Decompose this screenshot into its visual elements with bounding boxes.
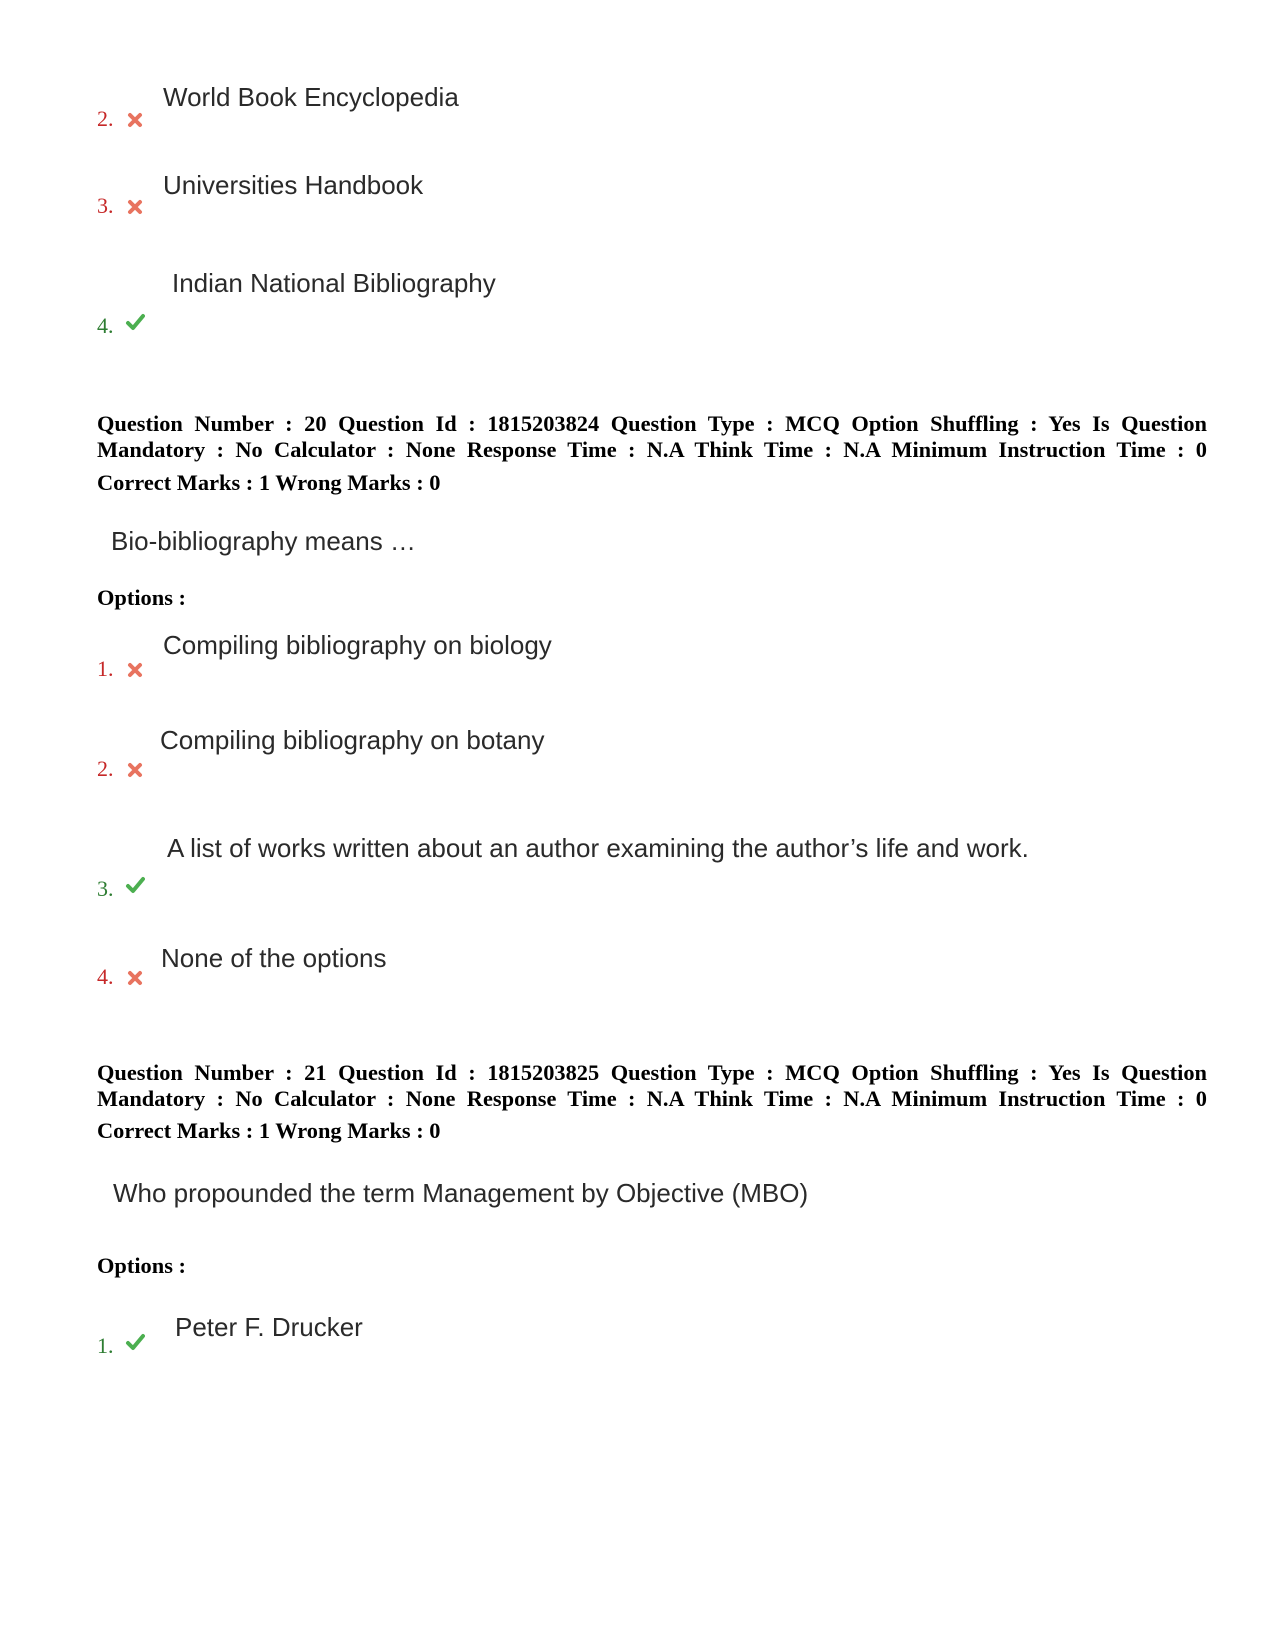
question-text: Who propounded the term Management by Objective (MBO) [113,1178,809,1208]
option-number: 1. [97,656,114,681]
option-text: World Book Encyclopedia [163,82,459,112]
option-text: A list of works written about an author examining the author’s life and work. [167,833,1029,863]
cross-icon [125,660,145,680]
question-meta: Mandatory : No Calculator : None Response Time : N.A Think Time : N.A Minimum Instruction Time : 0 [97,437,1207,462]
option-number: 1. [97,1333,114,1358]
option-item [97,943,1197,1003]
options-label: Options : [97,1253,186,1278]
option-number: 4. [97,313,114,338]
cross-icon [125,760,145,780]
option-item [97,725,1197,785]
question-meta: Question Number : 21 Question Id : 1815203825 Question Type : MCQ Option Shuffling : Yes Is Question [97,1060,1207,1085]
option-item [97,268,1197,338]
question-meta: Question Number : 20 Question Id : 1815203824 Question Type : MCQ Option Shuffling : Yes Is Question [97,411,1207,436]
cross-icon [125,968,145,988]
option-text: Compiling bibliography on biology [163,630,552,660]
option-text: None of the options [161,943,387,973]
option-text: Peter F. Drucker [175,1312,363,1342]
cross-icon [125,197,145,217]
option-item [97,1312,1197,1372]
option-number: 3. [97,876,114,901]
question-text: Bio-bibliography means … [111,526,416,556]
cross-icon [125,110,145,130]
options-label: Options : [97,585,186,610]
option-number: 2. [97,756,114,781]
check-icon [125,312,145,332]
question-meta: Mandatory : No Calculator : None Response Time : N.A Think Time : N.A Minimum Instruction Time : 0 [97,1086,1207,1111]
option-text: Compiling bibliography on botany [160,725,545,755]
question-marks: Correct Marks : 1 Wrong Marks : 0 [97,470,441,495]
option-number: 2. [97,106,114,131]
check-icon [125,1332,145,1352]
check-icon [125,875,145,895]
option-item [97,630,1197,690]
option-number: 3. [97,193,114,218]
question-marks: Correct Marks : 1 Wrong Marks : 0 [97,1118,441,1143]
option-item [97,170,1197,230]
option-number: 4. [97,964,114,989]
option-text: Universities Handbook [163,170,424,200]
option-item [97,82,1197,142]
option-item [97,833,1197,901]
option-text: Indian National Bibliography [172,268,496,298]
